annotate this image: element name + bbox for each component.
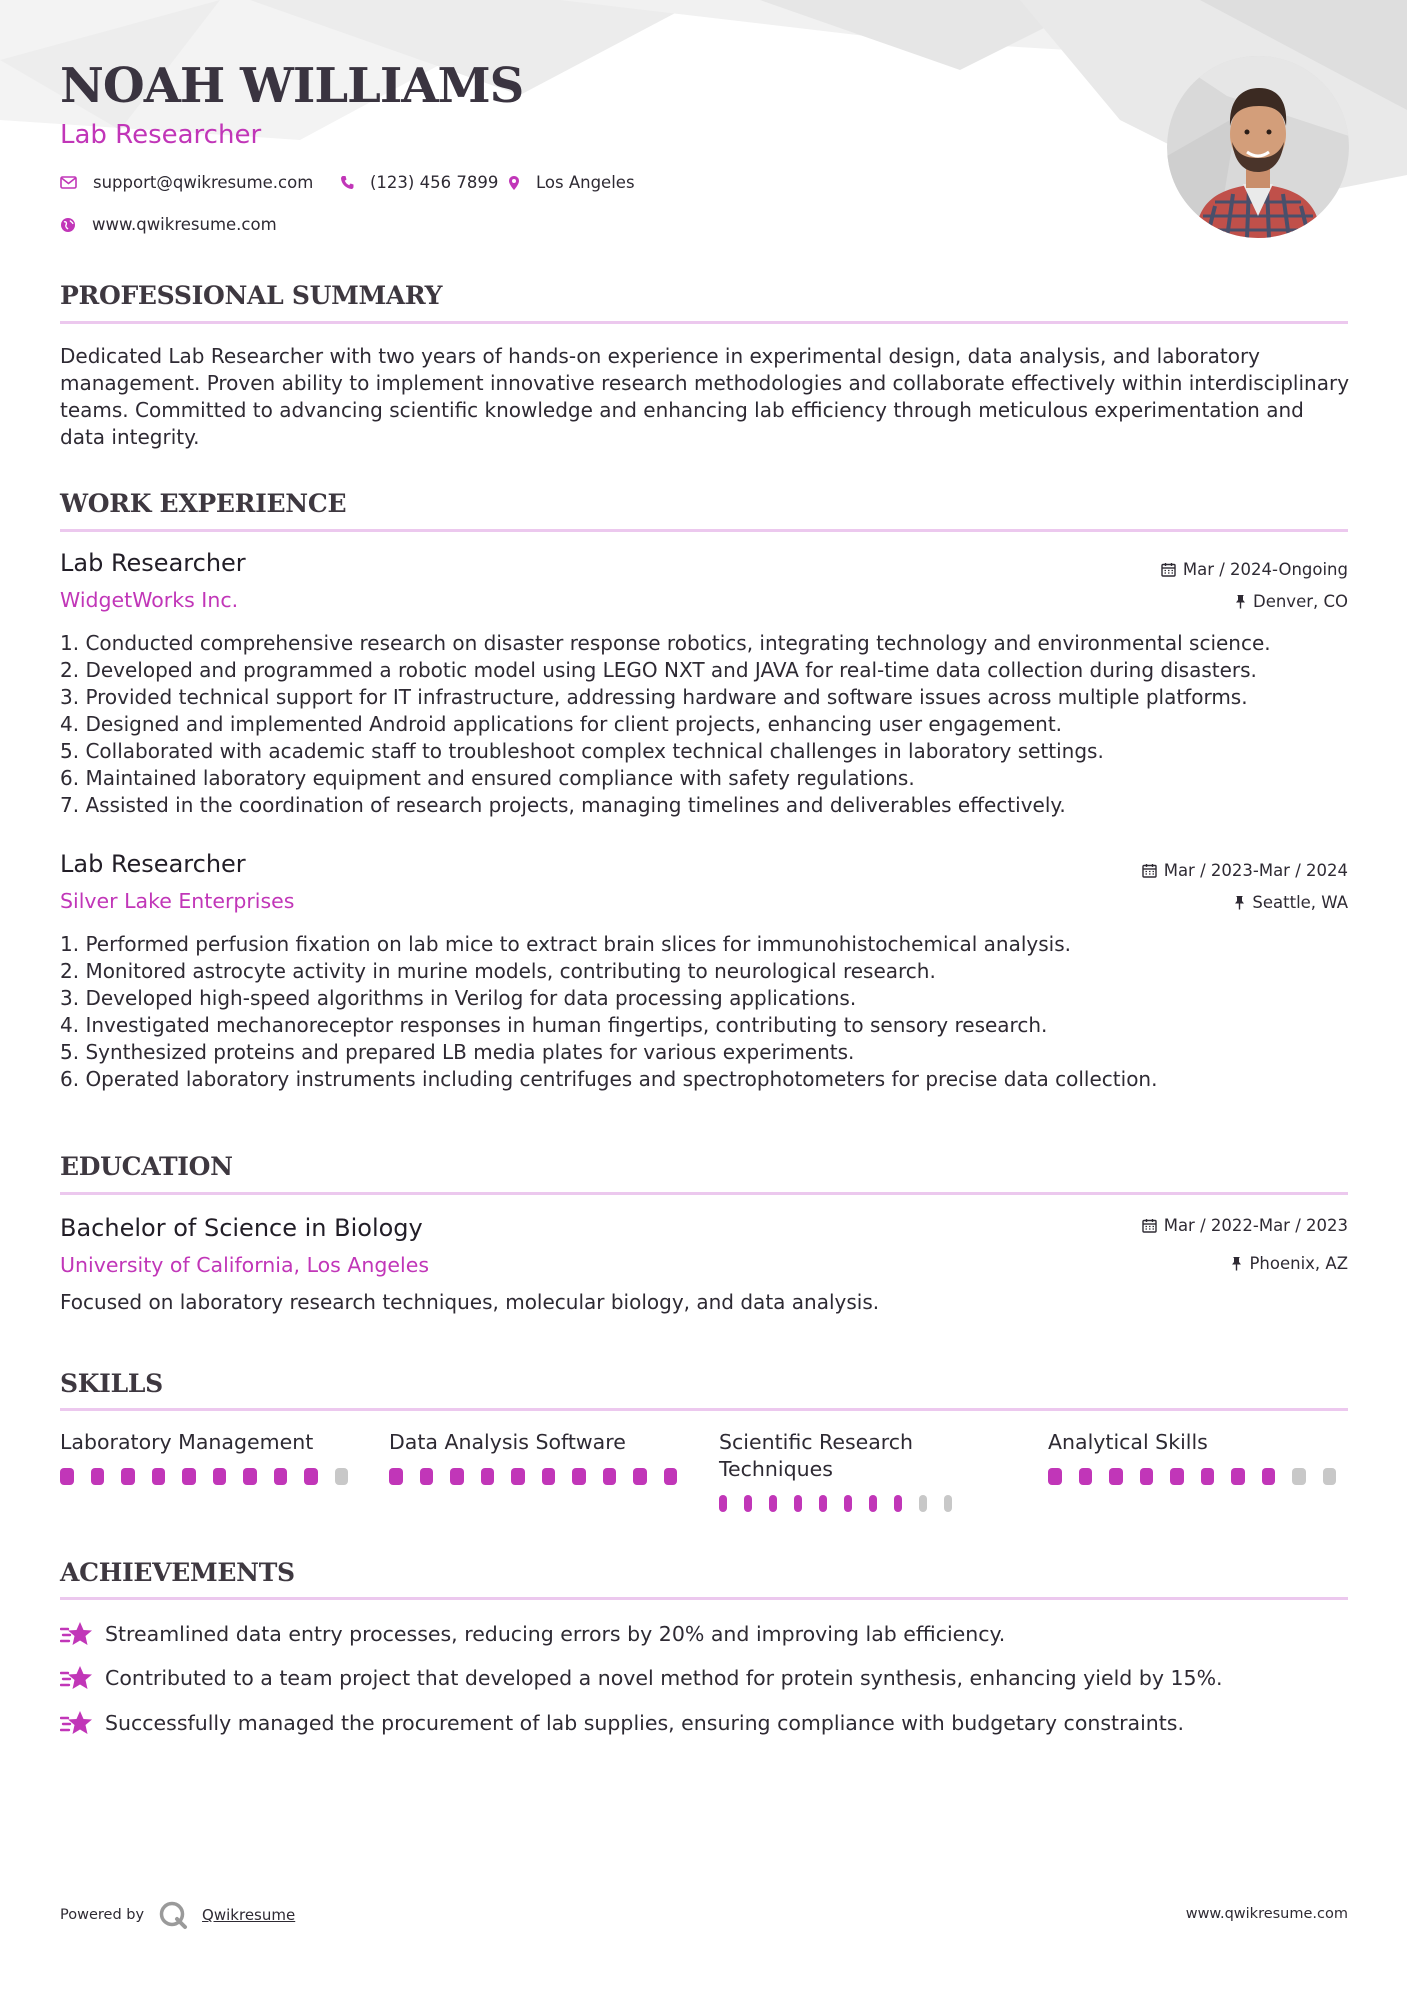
skill-dot-filled bbox=[511, 1468, 525, 1485]
experience-divider bbox=[60, 529, 1348, 532]
skill-dot-filled bbox=[633, 1468, 647, 1485]
skills-divider bbox=[60, 1408, 1348, 1411]
list-item: 6. Maintained laboratory equipment and ensured compliance with safety regulations. bbox=[60, 766, 915, 790]
list-item: 7. Assisted in the coordination of research projects, managing timelines and deliverables effectively. bbox=[60, 793, 1066, 817]
skill-dot-filled bbox=[664, 1468, 678, 1485]
list-item: 2. Developed and programmed a robotic model using LEGO NXT and JAVA for real-time data collection during disasters. bbox=[60, 658, 1257, 682]
job-responsibilities bbox=[60, 630, 1360, 819]
pushpin-icon bbox=[1234, 895, 1245, 910]
job-company: Silver Lake Enterprises bbox=[60, 889, 295, 913]
list-item: 1. Performed perfusion fixation on lab mice to extract brain slices for immunohistochemical analysis. bbox=[60, 932, 1072, 956]
education-heading: EDUCATION bbox=[60, 1152, 233, 1181]
skill-dot-filled bbox=[1140, 1468, 1154, 1485]
skill-rating bbox=[719, 1495, 969, 1512]
calendar-icon bbox=[1142, 863, 1157, 878]
skill-item bbox=[1048, 1429, 1353, 1485]
skill-dot-filled bbox=[603, 1468, 617, 1485]
skill-dot-filled bbox=[744, 1495, 752, 1512]
skill-name: Analytical Skills bbox=[1048, 1430, 1208, 1454]
skill-item bbox=[60, 1429, 365, 1485]
education-dates-text: Mar / 2022-Mar / 2023 bbox=[1163, 1216, 1348, 1235]
skill-dot-filled bbox=[719, 1495, 727, 1512]
contact-email[interactable] bbox=[60, 173, 313, 192]
skill-name: Laboratory Management bbox=[60, 1430, 314, 1454]
summary-heading: PROFESSIONAL SUMMARY bbox=[60, 281, 443, 310]
calendar-icon bbox=[1142, 1218, 1157, 1233]
job-role: Lab Researcher bbox=[60, 850, 246, 878]
skill-dot-filled bbox=[1048, 1468, 1062, 1485]
achievement-text: Successfully managed the procurement of lab supplies, ensuring compliance with budgetary constraints. bbox=[105, 1711, 1184, 1735]
shooting-star-icon bbox=[60, 1664, 93, 1692]
list-item: 6. Operated laboratory instruments including centrifuges and spectrophotometers for precise data collection. bbox=[60, 1067, 1158, 1091]
skill-dot-filled bbox=[819, 1495, 827, 1512]
phone-text: (123) 456 7899 bbox=[370, 173, 499, 192]
candidate-name: NOAH WILLIAMS bbox=[60, 58, 524, 114]
contact-website[interactable] bbox=[60, 215, 277, 234]
skill-dot-filled bbox=[182, 1468, 196, 1485]
achievements-divider bbox=[60, 1597, 1348, 1600]
skill-dot-empty bbox=[944, 1495, 952, 1512]
skill-dot-empty bbox=[335, 1468, 349, 1485]
skill-dot-filled bbox=[152, 1468, 166, 1485]
education-location bbox=[1231, 1254, 1348, 1273]
job-dates bbox=[1161, 560, 1348, 579]
education-divider bbox=[60, 1192, 1348, 1195]
job-company: WidgetWorks Inc. bbox=[60, 588, 239, 612]
achievements-heading: ACHIEVEMENTS bbox=[60, 1558, 295, 1587]
list-item: 5. Synthesized proteins and prepared LB media plates for various experiments. bbox=[60, 1040, 855, 1064]
summary-text: Dedicated Lab Researcher with two years of hands-on experience in experimental design, data analysis, and laboratory management. Proven ability to implement innovative research methodologies and collaborate effectively within interdisciplinary teams. Committed to advancing scientific knowledge and enhancing lab efficiency through meticulous experimentation and data integrity. bbox=[60, 344, 1350, 449]
qwikresume-link[interactable]: Qwikresume bbox=[202, 1906, 296, 1924]
skill-dot-empty bbox=[1323, 1468, 1337, 1485]
list-item: 1. Conducted comprehensive research on disaster response robotics, integrating technology and environmental science. bbox=[60, 631, 1271, 655]
experience-heading: WORK EXPERIENCE bbox=[60, 489, 347, 518]
skill-dot-empty bbox=[919, 1495, 927, 1512]
education-school: University of California, Los Angeles bbox=[60, 1253, 430, 1277]
education-location-text: Phoenix, AZ bbox=[1249, 1254, 1348, 1273]
list-item: 3. Developed high-speed algorithms in Verilog for data processing applications. bbox=[60, 986, 857, 1010]
skill-dot-filled bbox=[91, 1468, 105, 1485]
job-dates-text: Mar / 2023-Mar / 2024 bbox=[1163, 861, 1348, 880]
skill-dot-filled bbox=[450, 1468, 464, 1485]
skill-dot-filled bbox=[389, 1468, 403, 1485]
skill-dot-filled bbox=[304, 1468, 318, 1485]
skill-dot-filled bbox=[1079, 1468, 1093, 1485]
skill-dot-empty bbox=[1292, 1468, 1306, 1485]
list-item: 2. Monitored astrocyte activity in murine models, contributing to neurological research. bbox=[60, 959, 936, 983]
skill-dot-filled bbox=[420, 1468, 434, 1485]
skill-dot-filled bbox=[794, 1495, 802, 1512]
pushpin-icon bbox=[1231, 1256, 1242, 1271]
skill-item bbox=[719, 1429, 969, 1512]
calendar-icon bbox=[1161, 562, 1176, 577]
achievement-item bbox=[60, 1620, 1005, 1648]
email-text: support@qwikresume.com bbox=[93, 173, 314, 192]
job-role: Lab Researcher bbox=[60, 549, 246, 577]
job-location-text: Denver, CO bbox=[1252, 592, 1348, 611]
skill-dot-filled bbox=[844, 1495, 852, 1512]
summary-divider bbox=[60, 321, 1348, 324]
shooting-star-icon bbox=[60, 1620, 93, 1648]
education-degree: Bachelor of Science in Biology bbox=[60, 1214, 423, 1242]
job-responsibilities bbox=[60, 931, 1360, 1093]
list-item: 4. Designed and implemented Android applications for client projects, enhancing user engagement. bbox=[60, 712, 1063, 736]
skill-dot-filled bbox=[542, 1468, 556, 1485]
skill-dot-filled bbox=[481, 1468, 495, 1485]
achievement-text: Streamlined data entry processes, reducing errors by 20% and improving lab efficiency. bbox=[105, 1622, 1006, 1646]
website-text: www.qwikresume.com bbox=[92, 215, 277, 234]
footer-website[interactable]: www.qwikresume.com bbox=[1185, 1906, 1348, 1922]
phone-icon bbox=[340, 175, 354, 190]
achievement-text: Contributed to a team project that developed a novel method for protein synthesis, enhancing yield by 15%. bbox=[105, 1666, 1223, 1690]
skill-dot-filled bbox=[1231, 1468, 1245, 1485]
skill-dot-filled bbox=[769, 1495, 777, 1512]
skills-heading: SKILLS bbox=[60, 1369, 163, 1398]
powered-by-text: Powered by bbox=[60, 1907, 145, 1923]
globe-icon bbox=[60, 217, 76, 233]
footer-powered-by bbox=[60, 1900, 295, 1930]
skill-dot-filled bbox=[869, 1495, 877, 1512]
skill-dot-filled bbox=[1262, 1468, 1276, 1485]
map-pin-icon bbox=[508, 175, 520, 191]
list-item: 5. Collaborated with academic staff to troubleshoot complex technical challenges in laboratory settings. bbox=[60, 739, 1104, 763]
education-description: Focused on laboratory research techniques, molecular biology, and data analysis. bbox=[60, 1290, 880, 1314]
skill-dot-filled bbox=[60, 1468, 74, 1485]
skill-dot-filled bbox=[121, 1468, 135, 1485]
skill-rating bbox=[60, 1468, 365, 1485]
skill-dot-filled bbox=[1170, 1468, 1184, 1485]
envelope-icon bbox=[60, 176, 77, 189]
skill-dot-filled bbox=[213, 1468, 227, 1485]
pushpin-icon bbox=[1235, 594, 1246, 609]
job-dates-text: Mar / 2024-Ongoing bbox=[1182, 560, 1348, 579]
skill-dot-filled bbox=[894, 1495, 902, 1512]
skill-dot-filled bbox=[274, 1468, 288, 1485]
skill-name: Scientific Research Techniques bbox=[719, 1430, 914, 1481]
skill-dot-filled bbox=[243, 1468, 257, 1485]
skill-rating bbox=[389, 1468, 694, 1485]
candidate-title: Lab Researcher bbox=[60, 120, 262, 150]
skill-item bbox=[389, 1429, 694, 1485]
contact-location bbox=[508, 173, 635, 192]
list-item: 3. Provided technical support for IT infrastructure, addressing hardware and software issues across multiple platforms. bbox=[60, 685, 1248, 709]
education-dates bbox=[1142, 1216, 1348, 1235]
achievement-item bbox=[60, 1709, 1184, 1737]
shooting-star-icon bbox=[60, 1709, 93, 1737]
skill-dot-filled bbox=[1109, 1468, 1123, 1485]
qwikresume-logo-icon bbox=[158, 1900, 188, 1930]
job-location bbox=[1234, 893, 1348, 912]
profile-photo bbox=[1167, 56, 1349, 238]
skill-dot-filled bbox=[1201, 1468, 1215, 1485]
job-location bbox=[1235, 592, 1348, 611]
achievement-item bbox=[60, 1664, 1223, 1692]
job-location-text: Seattle, WA bbox=[1252, 893, 1348, 912]
contact-phone[interactable] bbox=[340, 173, 498, 192]
skill-name: Data Analysis Software bbox=[389, 1430, 626, 1454]
job-dates bbox=[1142, 861, 1348, 880]
list-item: 4. Investigated mechanoreceptor responses in human fingertips, contributing to sensory research. bbox=[60, 1013, 1048, 1037]
location-text: Los Angeles bbox=[536, 173, 635, 192]
skill-dot-filled bbox=[572, 1468, 586, 1485]
skill-rating bbox=[1048, 1468, 1353, 1485]
